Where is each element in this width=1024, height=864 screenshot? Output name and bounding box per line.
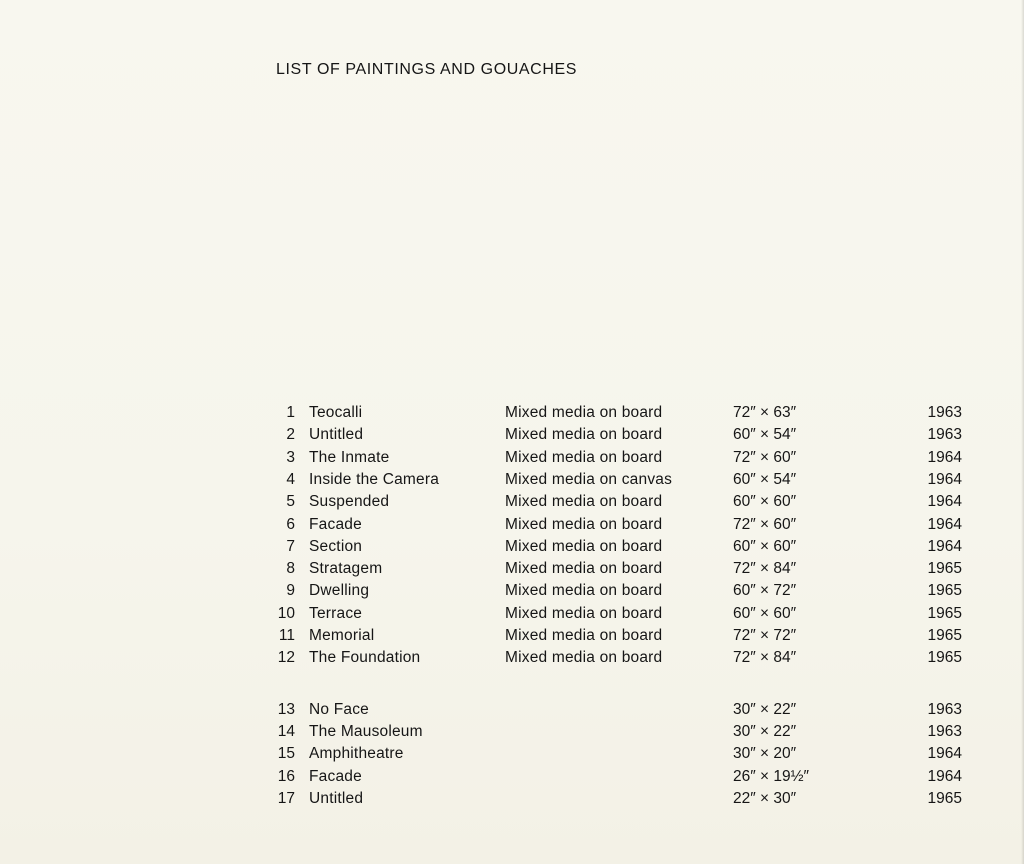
list-item xyxy=(0,788,1024,810)
item-title: Amphitheatre xyxy=(309,745,404,763)
item-year: 1964 xyxy=(927,493,962,511)
item-size: 72″ × 60″ xyxy=(733,515,797,533)
item-title: Facade xyxy=(309,767,362,785)
list-item xyxy=(0,514,1024,536)
item-title: The Inmate xyxy=(309,448,390,466)
list-item xyxy=(0,536,1024,558)
list-item xyxy=(0,721,1024,743)
item-title: Stratagem xyxy=(309,560,383,578)
item-number: 8 xyxy=(286,560,295,578)
item-size: 60″ × 60″ xyxy=(733,604,797,622)
list-item xyxy=(0,580,1024,602)
item-title: Inside the Camera xyxy=(309,470,440,488)
item-year: 1964 xyxy=(927,515,962,533)
item-number: 14 xyxy=(277,723,295,741)
item-year: 1964 xyxy=(927,767,962,785)
item-year: 1965 xyxy=(927,649,962,667)
item-number: 5 xyxy=(286,493,295,511)
list-item xyxy=(0,469,1024,491)
item-medium: Mixed media on board xyxy=(505,649,663,667)
item-medium: Mixed media on board xyxy=(505,560,663,578)
item-title: Terrace xyxy=(309,604,363,622)
list-item xyxy=(0,647,1024,669)
item-title: Teocalli xyxy=(309,404,363,421)
list-item xyxy=(0,743,1024,765)
item-medium: Mixed media on board xyxy=(505,582,663,600)
item-medium: Mixed media on board xyxy=(505,448,663,466)
item-size: 72″ × 84″ xyxy=(733,560,797,578)
item-size: 72″ × 84″ xyxy=(733,649,797,667)
list-item xyxy=(0,603,1024,625)
item-title: Dwelling xyxy=(309,582,370,600)
item-title: Suspended xyxy=(309,493,390,511)
item-size: 26″ × 19½″ xyxy=(733,767,810,785)
item-number: 17 xyxy=(277,789,295,807)
page-title: LIST OF PAINTINGS AND GOUACHES xyxy=(276,61,578,78)
item-medium: Mixed media on board xyxy=(505,515,663,533)
item-number: 11 xyxy=(278,627,295,644)
list-item xyxy=(0,699,1024,721)
item-title: No Face xyxy=(309,701,369,718)
item-size: 30″ × 22″ xyxy=(733,723,797,741)
item-number: 9 xyxy=(286,582,295,600)
item-year: 1963 xyxy=(927,426,962,444)
item-size: 60″ × 60″ xyxy=(733,537,797,555)
item-number: 4 xyxy=(286,470,295,488)
item-year: 1965 xyxy=(927,789,962,807)
item-number: 2 xyxy=(286,426,295,444)
item-number: 10 xyxy=(277,604,295,622)
item-number: 13 xyxy=(277,701,295,718)
item-year: 1964 xyxy=(927,470,962,488)
item-medium: Mixed media on board xyxy=(505,404,663,421)
list-item xyxy=(0,402,1024,424)
item-size: 22″ × 30″ xyxy=(733,789,797,807)
item-medium: Mixed media on board xyxy=(505,604,663,622)
item-medium: Mixed media on board xyxy=(505,493,663,511)
item-number: 7 xyxy=(286,537,295,555)
item-title: The Mausoleum xyxy=(309,723,423,741)
item-size: 60″ × 60″ xyxy=(733,493,797,511)
item-title: Memorial xyxy=(309,627,375,644)
item-title: Untitled xyxy=(309,789,364,807)
item-number: 6 xyxy=(286,515,295,533)
item-number: 1 xyxy=(286,404,295,421)
list-item xyxy=(0,625,1024,647)
item-size: 60″ × 72″ xyxy=(733,582,797,600)
item-year: 1963 xyxy=(927,404,962,421)
list-item xyxy=(0,447,1024,469)
item-title: Facade xyxy=(309,515,362,533)
item-size: 30″ × 20″ xyxy=(733,745,797,763)
list-item xyxy=(0,766,1024,788)
item-size: 72″ × 60″ xyxy=(733,448,797,466)
item-title: The Foundation xyxy=(309,649,421,667)
list-item xyxy=(0,491,1024,513)
item-year: 1964 xyxy=(927,448,962,466)
item-year: 1964 xyxy=(927,537,962,555)
item-number: 3 xyxy=(286,448,295,466)
item-year: 1963 xyxy=(927,701,962,718)
item-year: 1965 xyxy=(927,604,962,622)
list-item xyxy=(0,558,1024,580)
item-size: 72″ × 72″ xyxy=(733,627,797,644)
item-medium: Mixed media on board xyxy=(505,627,663,644)
item-year: 1965 xyxy=(927,627,962,644)
item-medium: Mixed media on board xyxy=(505,426,663,444)
item-title: Section xyxy=(309,537,363,555)
item-number: 12 xyxy=(277,649,295,667)
item-size: 72″ × 63″ xyxy=(733,404,797,421)
item-size: 60″ × 54″ xyxy=(733,426,797,444)
item-medium: Mixed media on canvas xyxy=(505,470,673,488)
item-size: 30″ × 22″ xyxy=(733,701,797,718)
item-year: 1965 xyxy=(927,560,962,578)
item-number: 15 xyxy=(277,745,295,763)
item-medium: Mixed media on board xyxy=(505,537,663,555)
item-year: 1965 xyxy=(927,582,962,600)
item-title: Untitled xyxy=(309,426,364,444)
list-item xyxy=(0,424,1024,446)
item-size: 60″ × 54″ xyxy=(733,470,797,488)
item-year: 1963 xyxy=(927,723,962,741)
item-year: 1964 xyxy=(927,745,962,763)
item-number: 16 xyxy=(277,767,295,785)
